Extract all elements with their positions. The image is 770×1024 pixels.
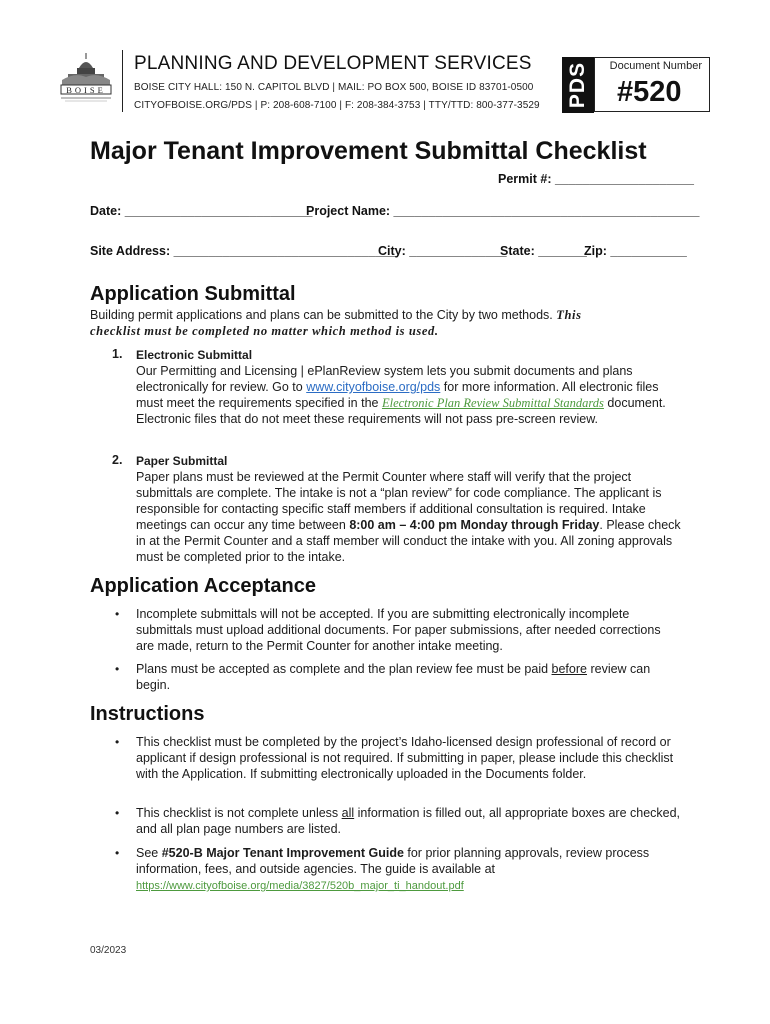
electronic-submittal-text: Our Permitting and Licensing | ePlanReview system lets you submit documents and plans electronically for review. Go to www.cityofboise.org/pds for more information. All electronic files must meet the requirements specified in the Electronic Plan Review Submittal Standards document. Electronic files that do not meet these requirements will not pass pre-screen review. (136, 364, 666, 426)
instruction-bullet: See #520-B Major Tenant Improvement Guide for prior planning approvals, review process information, fees, and outside agencies. The guide is available at https://www.cityofboise.org/media/3827/520b_major_ti_handout.pdf (136, 846, 650, 892)
instruction-bullet: This checklist must be completed by the project’s Idaho-licensed design professional of record or applicant if design professional is not required. If submitting in paper, please include this checklist with the Application. If submitting electronically uploaded in the Documents folder. (136, 735, 674, 781)
document-number-label: Document Number (609, 60, 702, 72)
bullet-icon: • (115, 806, 120, 820)
paper-submittal-text: Paper plans must be reviewed at the Permit Counter where staff will verify that the project submittals are complete. The intake is not a “plan review” for code compliance. The applicant is responsible for contacting specific staff members if additional consultation is required. Intake meetings can occur any time between 8:00 am – 4:00 pm Monday through Friday. Please check in at the Permit Counter and a staff member will conduct the intake with you. All zoning approvals must be completed prior to the intake. (136, 470, 681, 564)
submittal-standards-link[interactable]: Electronic Plan Review Submittal Standards (381, 396, 604, 410)
guide-link[interactable]: https://www.cityofboise.org/media/3827/520b_major_ti_handout.pdf (136, 880, 464, 892)
instruction-bullet: This checklist is not complete unless all information is filled out, all appropriate boxes are checked, and all plan page numbers are listed. (136, 806, 681, 836)
contact-line: CITYOFBOISE.ORG/PDS | P: 208-608-7100 | F: 208-384-3753 | TTY/TTD: 800-377-3529 (134, 100, 540, 111)
zip-field[interactable]: Zip: ___________ (584, 244, 687, 258)
city-field[interactable]: City: ______________ (378, 244, 507, 258)
site-address-field[interactable]: Site Address: ________________________________ (90, 244, 397, 258)
permit-field[interactable]: Permit #: ____________________ (498, 172, 695, 186)
project-name-field[interactable]: Project Name: ____________________________________________ (306, 204, 700, 218)
page-title: Major Tenant Improvement Submittal Checklist (90, 137, 647, 165)
acceptance-bullet: Incomplete submittals will not be accepted. If you are submitting electronically incomplete submittals must upload additional documents. For paper submissions, after needed corrections are made, return to the Permit Counter for another intake meeting. (136, 607, 661, 653)
footer-date: 03/2023 (90, 945, 127, 956)
boise-logo (55, 50, 117, 104)
item-number: 2. (112, 453, 123, 467)
bullet-icon: • (115, 607, 120, 621)
header-divider (122, 50, 123, 112)
paper-submittal-heading: Paper Submittal (136, 454, 228, 468)
date-field[interactable]: Date: ___________________________ (90, 204, 313, 218)
application-submittal-heading: Application Submittal (90, 283, 296, 305)
document-number-box (594, 57, 710, 112)
pds-tag: PDS (562, 57, 594, 113)
bullet-icon: • (115, 846, 120, 860)
logo-text: BOISE (66, 85, 106, 95)
electronic-submittal-heading: Electronic Submittal (136, 348, 253, 362)
bullet-icon: • (115, 662, 120, 676)
instructions-heading: Instructions (90, 703, 205, 725)
submittal-intro: Building permit applications and plans can be submitted to the City by two methods. This checklist must be completed no matter which method is used. (90, 308, 582, 338)
bullet-icon: • (115, 735, 120, 749)
application-acceptance-heading: Application Acceptance (90, 575, 316, 597)
address-line: BOISE CITY HALL: 150 N. CAPITOL BLVD | MAIL: PO BOX 500, BOISE ID 83701-0500 (134, 82, 534, 93)
department-title: PLANNING AND DEVELOPMENT SERVICES (134, 53, 532, 74)
document-number: #520 (617, 76, 682, 108)
state-field[interactable]: State: _______ (500, 244, 587, 258)
item-number: 1. (112, 347, 123, 361)
pds-website-link[interactable]: www.cityofboise.org/pds (306, 380, 441, 394)
acceptance-bullet: Plans must be accepted as complete and the plan review fee must be paid before review can begin. (136, 662, 651, 692)
